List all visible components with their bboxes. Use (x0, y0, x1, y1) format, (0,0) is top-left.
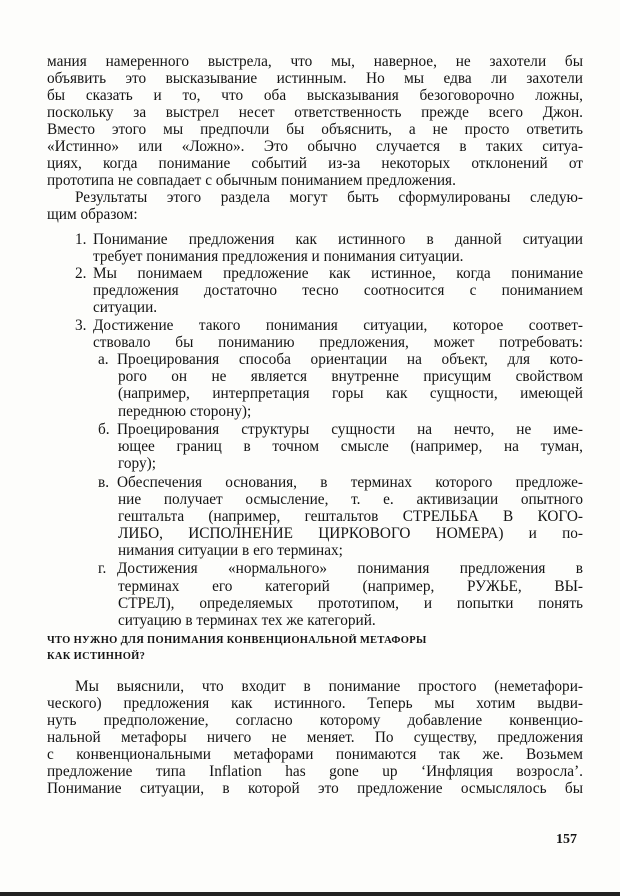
sublist-item-line: ЛИБО, ИСПОЛНЕНИЕ ЦИРКОВОГО НОМЕРА) и по- (118, 524, 583, 542)
paragraph-line: ческого) предложения как истинного. Теперь мы хотим выдви- (47, 695, 583, 713)
list-marker: 2. (75, 265, 87, 283)
paragraph-line: мания намеренного выстрела, что мы, наверное, не захотели бы (47, 53, 583, 70)
paragraph-line: прототипа не совпадает с обычным пониманием предложения. (47, 172, 456, 190)
list-item-line: Мы понимаем предложение как истинное, когда понимание (93, 265, 583, 283)
list-item-line: ствовало бы пониманию предложения, может потребовать: (93, 333, 583, 351)
sublist-item-line: гору); (118, 455, 156, 473)
paragraph-line: «Истинно» или «Ложно». Это обычно случается в таких ситуа- (47, 138, 583, 156)
sublist-item-line: ситуацию в терминах тех же категорий. (118, 611, 376, 629)
page-number: 157 (556, 832, 577, 847)
list-item-line: Понимание предложения как истинного в данной ситуации (93, 230, 583, 248)
scan-edge (0, 892, 620, 896)
sublist-item-line: Проецирования способа ориентации на объект, для кото- (117, 351, 583, 369)
list-marker: в. (98, 473, 110, 491)
list-marker: б. (98, 421, 110, 439)
paragraph-line: циях, когда понимание событий из-за некоторых отклонений от (47, 155, 583, 173)
list-item-line: требует понимания предложения и понимания ситуации. (93, 247, 464, 265)
paragraph-line: Вместо этого мы предпочли бы объяснить, а не просто ответить (47, 121, 583, 139)
sublist-item-line: (например, интерпретация горы как сущности, имеющей (118, 385, 583, 403)
list-marker: 3. (75, 316, 87, 334)
section-heading-line-2: КАК ИСТИННОЙ? (47, 651, 146, 662)
list-marker: г. (98, 560, 107, 578)
sublist-item-line: терминах его категорий (например, РУЖЬЕ, ВЫ- (118, 577, 583, 595)
sublist-item-line: ющее границ в точном смысле (например, на туман, (118, 438, 583, 456)
list-marker: а. (98, 351, 109, 369)
sublist-item-line: Проецирования структуры сущности на нечто, не име- (117, 421, 583, 439)
sublist-item-line: рого он не является внутренне присущим свойством (118, 368, 583, 386)
paragraph-line: нальной метафоры ничего не меняет. По существу, предложения (47, 729, 583, 747)
paragraph-line: с конвенциональными метафорами понимаются так же. Возьмем (47, 746, 583, 764)
sublist-item-line: Достижения «нормального» понимания предложения в (117, 560, 583, 578)
paragraph-line: бы сказать и то, что оба высказывания безоговорочно ложны, (47, 87, 583, 105)
list-marker: 1. (75, 230, 87, 248)
sublist-item-line: Обеспечения основания, в терминах которого предложе- (117, 473, 583, 491)
paragraph-line: объявить это высказывание истинным. Но мы едва ли захотели (47, 70, 583, 88)
paragraph-line: Результаты этого раздела могут быть сформулированы следую- (75, 189, 583, 207)
sublist-item-line: ние получает осмысление, т. е. активизации опытного (118, 490, 583, 508)
sublist-item-line: гештальта (например, гештальтов СТРЕЛЬБА В КОГО- (118, 507, 583, 525)
sublist-item-line: нимания ситуации в его терминах; (118, 541, 343, 559)
paragraph-line: Мы выяснили, что входит в понимание простого (неметафори- (75, 678, 583, 695)
section-heading-line-1: ЧТО НУЖНО ДЛЯ ПОНИМАНИЯ КОНВЕНЦИОНАЛЬНОЙ МЕТАФОРЫ (47, 635, 427, 646)
paragraph-line: щим образом: (47, 206, 138, 224)
sublist-item-line: СТРЕЛ), определяемых прототипом, и попытки понять (118, 594, 583, 612)
paragraph-line: Понимание ситуации, в которой это предложение осмыслялось бы (47, 780, 583, 798)
list-item-line: ситуации. (93, 299, 158, 317)
paragraph-line: поскольку за выстрел несет ответственность прежде всего Джон. (47, 104, 583, 122)
paragraph-line: нуть предположение, согласно которому добавление конвенцио- (47, 712, 583, 730)
list-item-line: Достижение такого понимания ситуации, которое соответ- (93, 316, 583, 334)
list-item-line: предложения достаточно тесно соотносится с пониманием (93, 282, 583, 300)
sublist-item-line: переднюю сторону); (118, 402, 252, 420)
paragraph-line: предложение типа Inflation has gone up ‘Инфляция возросла’. (47, 763, 583, 781)
